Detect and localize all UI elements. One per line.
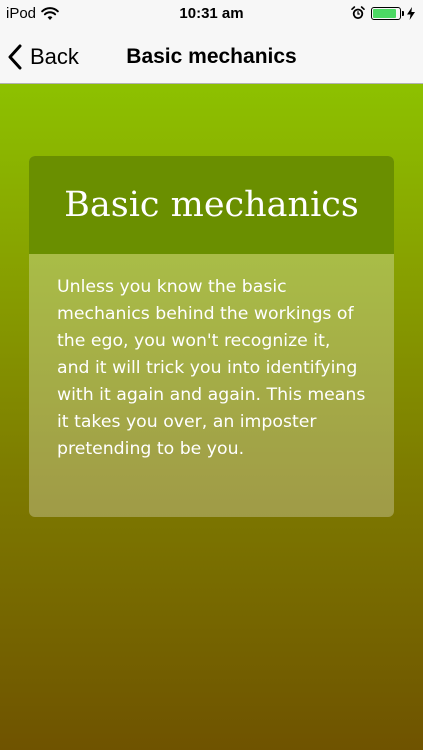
card-title: Basic mechanics [64,185,359,225]
battery-fill [373,9,396,18]
chevron-left-icon [8,44,22,70]
nav-title: Basic mechanics [126,45,297,68]
carrier-label: iPod [6,5,37,22]
status-time: 10:31 am [179,5,244,22]
alarm-icon [351,6,365,20]
info-card [29,156,394,517]
back-button-label: Back [30,43,79,69]
navigation-bar [0,30,423,84]
battery-icon [371,7,401,20]
content-area[interactable] [0,84,423,750]
status-right-group [351,6,415,20]
status-bar [0,0,423,30]
card-header [29,156,394,254]
card-body-text: Unless you know the basic mechanics behind the workings of the ego, you won't recognize it, and it will trick you into identifying with it again and again. This means it takes you over, an imposter pretending to be you. [57,277,366,459]
charging-icon [407,7,415,20]
back-button[interactable] [8,30,79,83]
